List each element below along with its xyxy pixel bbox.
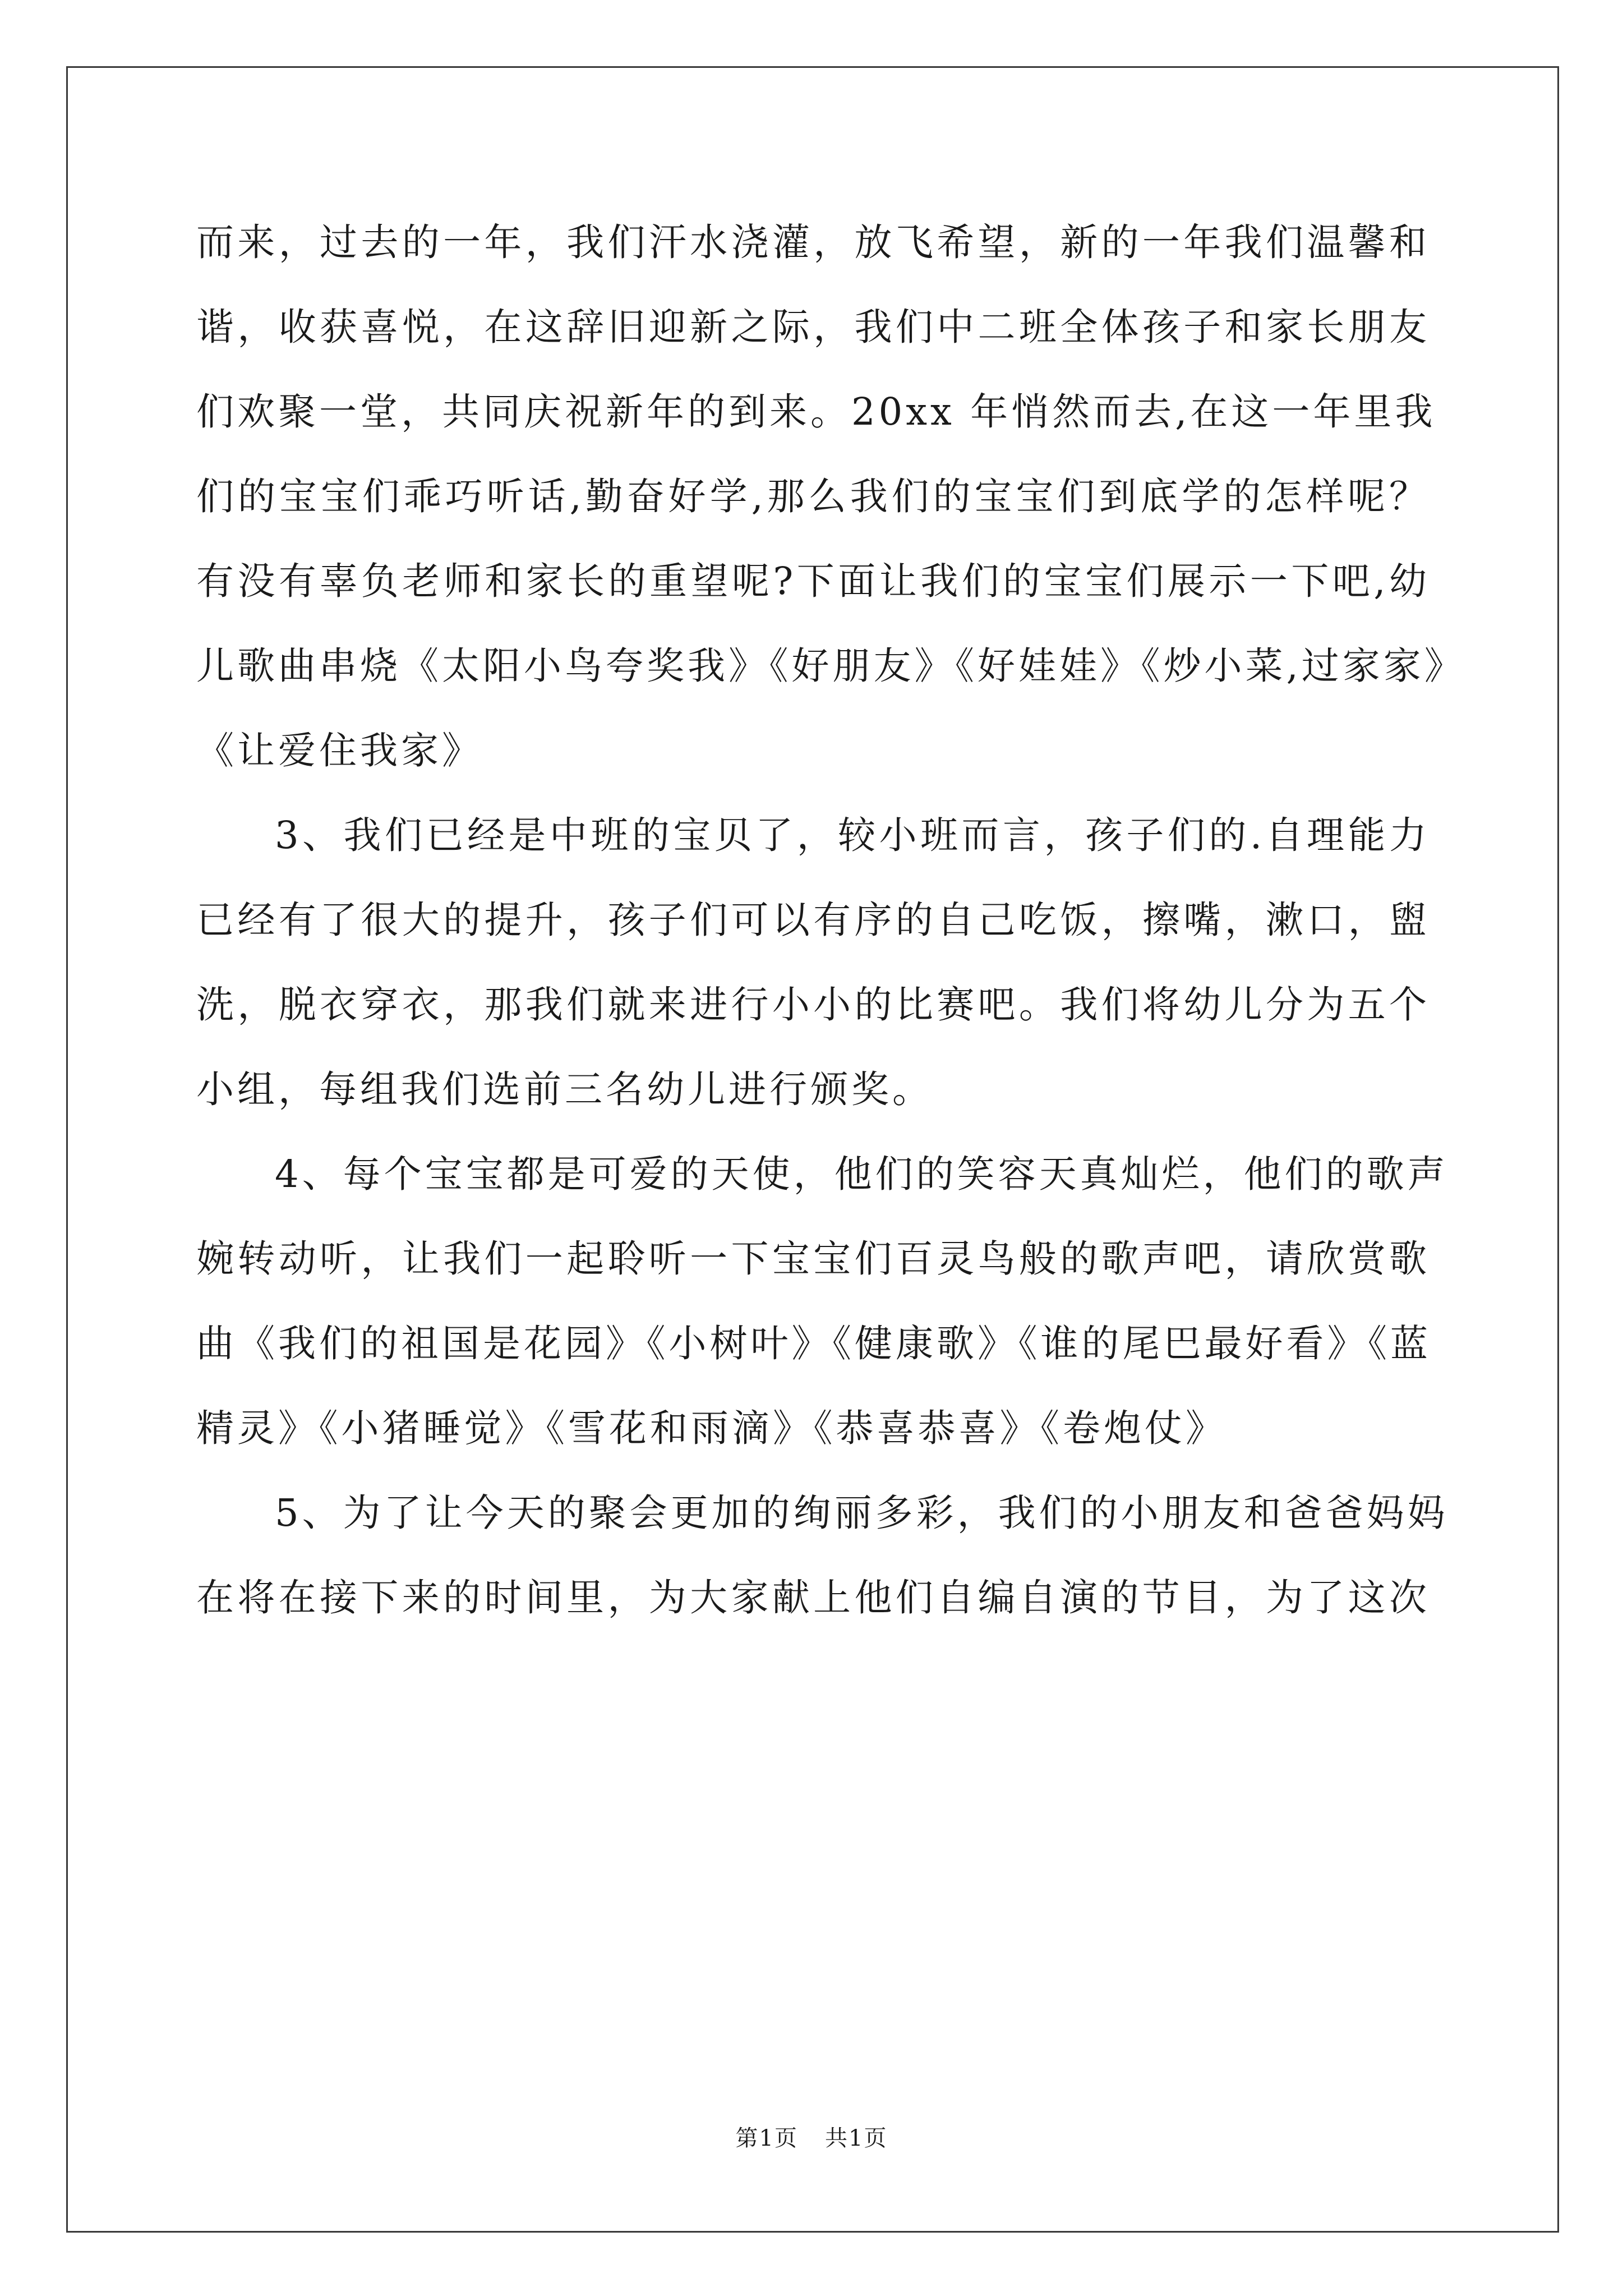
text-line: 儿歌曲串烧《太阳小鸟夸奖我》《好朋友》《好娃娃》《炒小菜,过家家》 <box>196 644 1465 688</box>
page-footer <box>0 2120 1623 2152</box>
paragraph-3-start: 3、我们已经是中班的宝贝了，较小班而言，孩子们的.自理能力 <box>275 813 1430 857</box>
document-body <box>196 200 1465 1640</box>
text-line: 《让爱住我家》 <box>196 729 483 772</box>
text-line: 们的宝宝们乖巧听话,勤奋好学,那么我们的宝宝们到底学的怎样呢？ <box>196 475 1430 518</box>
paragraph-4-start: 4、每个宝宝都是可爱的天使，他们的笑容天真灿烂，他们的歌声 <box>275 1152 1449 1196</box>
page-number: 第1页 <box>735 2125 798 2151</box>
text-line: 谐，收获喜悦，在这辞旧迎新之际，我们中二班全体孩子和家长朋友 <box>196 305 1430 349</box>
text-line: 在将在接下来的时间里，为大家献上他们自编自演的节目，为了这次 <box>196 1576 1430 1619</box>
page-total: 共1页 <box>825 2125 888 2151</box>
text-line: 精灵》《小猪睡觉》《雪花和雨滴》《恭喜恭喜》《卷炮仗》 <box>196 1406 1227 1450</box>
paragraph-5-start: 5、为了让今天的聚会更加的绚丽多彩，我们的小朋友和爸爸妈妈 <box>275 1491 1449 1535</box>
text-line: 婉转动听，让我们一起聆听一下宝宝们百灵鸟般的歌声吧，请欣赏歌 <box>196 1237 1430 1281</box>
text-line: 有没有辜负老师和家长的重望呢?下面让我们的宝宝们展示一下吧,幼 <box>196 559 1430 603</box>
text-line: 们欢聚一堂，共同庆祝新年的到来。20xx 年悄然而去,在这一年里我 <box>196 390 1436 434</box>
text-line: 小组，每组我们选前三名幼儿进行颁奖。 <box>196 1068 933 1111</box>
text-line: 而来，过去的一年，我们汗水浇灌，放飞希望，新的一年我们温馨和 <box>196 220 1430 264</box>
text-line: 已经有了很大的提升，孩子们可以有序的自己吃饭，擦嘴，漱口，盥 <box>196 898 1430 942</box>
text-line: 曲《我们的祖国是花园》《小树叶》《健康歌》《谁的尾巴最好看》《蓝 <box>196 1322 1431 1365</box>
text-line: 洗，脱衣穿衣，那我们就来进行小小的比赛吧。我们将幼儿分为五个 <box>196 983 1430 1027</box>
